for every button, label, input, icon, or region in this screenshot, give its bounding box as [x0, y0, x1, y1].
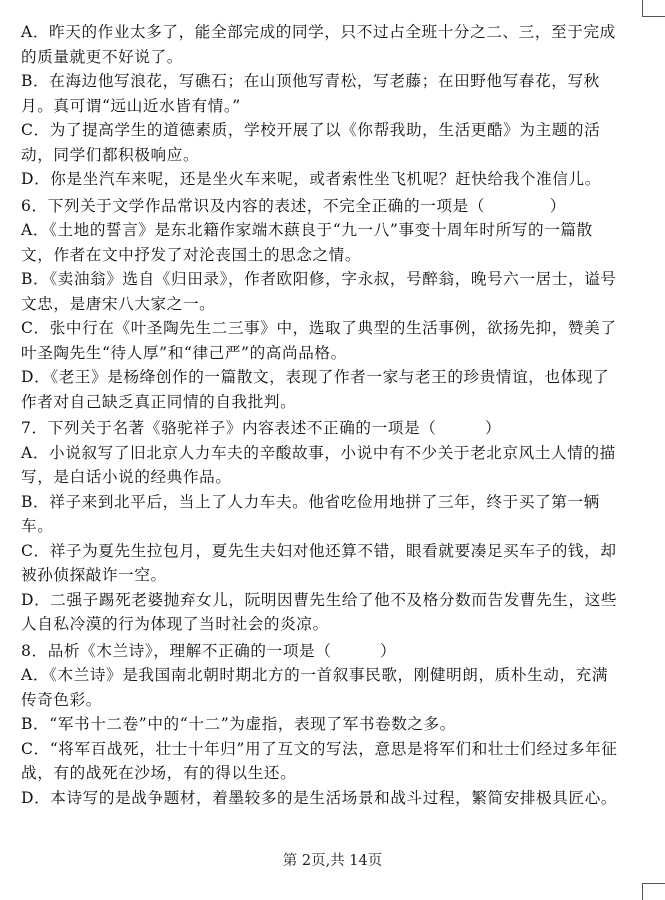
q5-option-d: D．你是坐汽车来呢，还是坐火车来呢，或者索性坐飞机呢？赶快给我个准信儿。 [21, 170, 601, 188]
question-7-stem: 7．下列关于名著《骆驼祥子》内容表述不正确的一项是（ ） [21, 419, 502, 437]
q7-option-a: A．小说叙写了旧北京人力车夫的辛酸故事，小说中有不少关于老北京风土人情的描写，是白话小说的经典作品。 [21, 443, 616, 486]
q6-option-c: C．张中行在《叶圣陶先生二三事》中，选取了典型的生活事例，欲扬先抑，赞美了叶圣陶先生“待人厚”和“律己严”的高尚品格。 [21, 319, 617, 362]
page-corner-mark-bottom [642, 883, 665, 900]
q5-option-a: A．昨天的作业太多了，能全部完成的同学，只不过占全班十分之二、三，至于完成的质量就更不好说了。 [21, 23, 616, 66]
page-corner-mark-top [642, 0, 665, 17]
question-8-stem: 8．品析《木兰诗》，理解不正确的一项是（ ） [21, 641, 397, 660]
question-6-stem: 6．下列关于文学作品常识及内容的表述，不完全正确的一项是（ ） [21, 196, 566, 215]
q7-option-c: C．祥子为夏先生拉包月，夏先生夫妇对他还算不错，眼看就要凑足买车子的钱，却被孙侦探敲诈一空。 [21, 541, 617, 584]
q5-option-b: B．在海边他写浪花，写礁石；在山顶他写青松，写老藤；在田野他写春花，写秋月。真可谓“远山近水皆有情。” [21, 72, 600, 115]
q8-option-a: A．《木兰诗》是我国南北朝时期北方的一首叙事民歌，刚健明朗，质朴生动，充满传奇色彩。 [21, 666, 609, 709]
q7-option-d: D．二强子踢死老婆抛弃女儿，阮明因曹先生给了他不及格分数而告发曹先生，这些人自私冷漠的行为体现了当时社会的炎凉。 [21, 590, 618, 633]
q6-option-d: D．《老王》是杨绛创作的一篇散文，表现了作者一家与老王的珍贵情谊，也体现了作者对自己缺乏真正同情的自我批判。 [21, 368, 610, 411]
exam-content [21, 20, 619, 810]
q8-option-b: B．“军书十二卷”中的“十二”为虚指，表现了军书卷数之多。 [21, 715, 456, 733]
q8-option-c: C．“将军百战死，壮士十年归”用了互文的写法，意思是将军们和壮士们经过多年征战，有的战死在沙场，有的得以生还。 [21, 739, 618, 782]
q8-option-d: D．本诗写的是战争题材，着墨较多的是生活场景和战斗过程，繁简安排极具匠心。 [21, 788, 618, 807]
q6-option-a: A．《土地的誓言》是东北籍作家端木蕻良于“九一八”事变十周年时所写的一篇散文，作者在文中抒发了对沦丧国土的思念之情。 [21, 221, 593, 264]
q6-option-b: B．《卖油翁》选自《归田录》，作者欧阳修，字永叔，号醉翁，晚号六一居士，谥号文忠，是唐宋八大家之一。 [21, 270, 617, 313]
q5-option-c: C．为了提高学生的道德素质，学校开展了以《你帮我助，生活更酷》为主题的活动，同学们都积极响应。 [21, 121, 601, 164]
q7-option-b: B．祥子来到北平后，当上了人力车夫。他省吃俭用地拼了三年，终于买了第一辆车。 [21, 492, 600, 535]
page-number: 第 2页,共 14页 [282, 853, 383, 869]
